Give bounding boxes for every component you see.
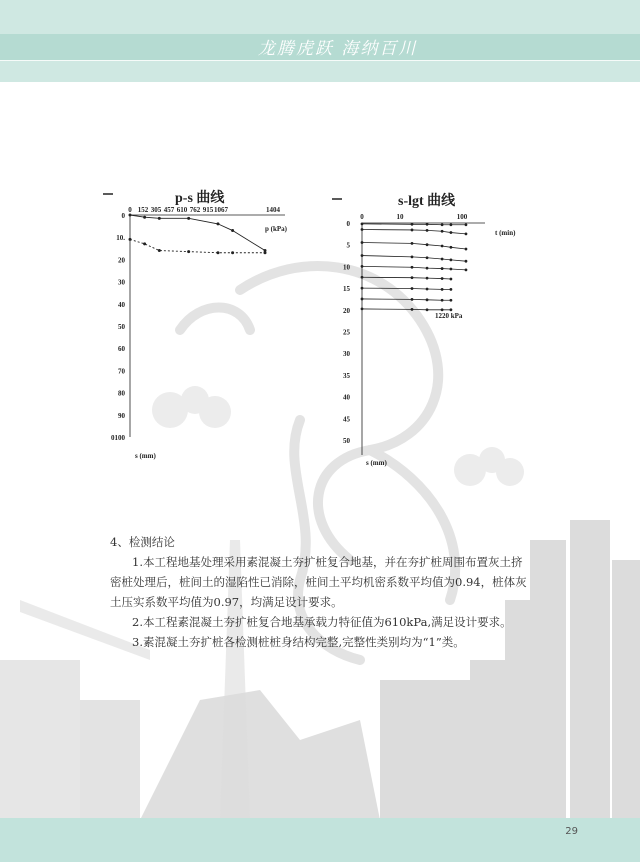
y-tick-label: 45 bbox=[343, 415, 350, 424]
data-point bbox=[216, 251, 219, 254]
x-axis-label: t (min) bbox=[495, 229, 516, 237]
series-line-L9 bbox=[362, 309, 451, 310]
data-point bbox=[361, 228, 364, 231]
x-tick-label: 610 bbox=[176, 206, 188, 214]
data-point bbox=[450, 246, 453, 249]
y-tick-label: 80 bbox=[118, 389, 125, 398]
data-point bbox=[426, 308, 429, 311]
section-heading: 4、检测结论 bbox=[110, 535, 175, 549]
y-tick-label: 0 bbox=[121, 212, 125, 220]
series-line-L8 bbox=[362, 299, 451, 300]
data-point bbox=[216, 222, 219, 225]
data-point bbox=[361, 298, 364, 301]
series-group bbox=[129, 214, 267, 255]
data-point bbox=[426, 288, 429, 291]
y-tick-label: 5 bbox=[346, 241, 350, 250]
data-point bbox=[441, 299, 444, 302]
y-axis-label: s (mm) bbox=[135, 452, 156, 460]
data-point bbox=[361, 287, 364, 290]
chart-title: s-lgt 曲线 bbox=[398, 194, 456, 209]
data-point bbox=[411, 223, 414, 226]
data-point bbox=[465, 260, 468, 263]
chart-title: p-s 曲线 bbox=[175, 191, 225, 206]
ps-curve-chart bbox=[95, 182, 310, 472]
data-point bbox=[426, 298, 429, 301]
data-point bbox=[411, 298, 414, 301]
conclusion-paragraph-2: 2.本工程素混凝土夯扩桩复合地基承载力特征值为610kPa,满足设计要求。 bbox=[132, 615, 512, 629]
data-point bbox=[450, 268, 453, 271]
data-point bbox=[361, 265, 364, 268]
data-point bbox=[158, 217, 161, 220]
y-tick-label: 20 bbox=[343, 306, 350, 315]
series-group bbox=[361, 222, 468, 311]
series-line-L7 bbox=[362, 288, 451, 289]
x-tick-label: 0 bbox=[128, 206, 132, 214]
data-point bbox=[361, 241, 364, 244]
data-point bbox=[411, 287, 414, 290]
y-tick-label: 35 bbox=[343, 371, 350, 380]
data-point bbox=[361, 308, 364, 311]
y-tick-label: 10. bbox=[116, 234, 125, 243]
data-point bbox=[450, 258, 453, 261]
data-point bbox=[465, 268, 468, 271]
data-point bbox=[450, 278, 453, 281]
x-tick-label: 305 bbox=[150, 206, 162, 214]
x-tick-label: 100 bbox=[456, 213, 468, 221]
data-point bbox=[450, 223, 453, 226]
load-annotation: 1220 kPa bbox=[435, 312, 463, 320]
y-tick-label: 0 bbox=[346, 220, 350, 228]
data-point bbox=[441, 258, 444, 261]
x-tick-label: 762 bbox=[189, 206, 201, 214]
x-tick-label: 10 bbox=[396, 213, 404, 221]
y-tick-label: 60 bbox=[118, 345, 125, 354]
data-point bbox=[361, 276, 364, 279]
data-point bbox=[465, 248, 468, 251]
y-tick-label: 90 bbox=[118, 411, 125, 420]
y-tick-label: 50 bbox=[343, 437, 350, 445]
y-tick-labels bbox=[111, 212, 126, 442]
slgt-curve-chart bbox=[330, 185, 530, 475]
y-tick-label: 30 bbox=[343, 350, 350, 359]
data-point bbox=[231, 229, 234, 232]
header-slogan: 龙腾虎跃 海纳百川 bbox=[258, 39, 418, 59]
data-point bbox=[158, 249, 161, 252]
y-tick-label: 50 bbox=[118, 323, 125, 331]
data-point bbox=[187, 217, 190, 220]
x-tick-labels bbox=[128, 206, 280, 214]
data-point bbox=[441, 245, 444, 248]
y-tick-label: 70 bbox=[118, 367, 125, 376]
x-tick-labels bbox=[360, 213, 468, 221]
y-tick-label: 25 bbox=[343, 328, 350, 337]
data-point bbox=[441, 223, 444, 226]
data-point bbox=[426, 256, 429, 259]
data-point bbox=[411, 255, 414, 258]
data-point bbox=[426, 267, 429, 270]
conclusion-paragraph-3: 3.素混凝土夯扩桩各检测桩桩身结构完整,完整性类别均为“1”类。 bbox=[132, 635, 465, 649]
data-point bbox=[411, 266, 414, 269]
data-point bbox=[441, 308, 444, 311]
x-tick-label: 915 bbox=[202, 206, 214, 214]
data-point bbox=[426, 277, 429, 280]
series-line-L6 bbox=[362, 277, 451, 279]
data-point bbox=[450, 299, 453, 302]
data-point bbox=[465, 232, 468, 235]
data-point bbox=[441, 277, 444, 280]
conclusion-section bbox=[110, 532, 530, 652]
y-axis-label: s (mm) bbox=[366, 459, 387, 467]
data-point bbox=[450, 231, 453, 234]
y-tick-label: 40 bbox=[343, 393, 350, 402]
data-point bbox=[411, 276, 414, 279]
x-tick-label: 1404 bbox=[266, 206, 280, 214]
data-point bbox=[361, 254, 364, 257]
data-point bbox=[441, 267, 444, 270]
data-point bbox=[426, 223, 429, 226]
data-point bbox=[143, 242, 146, 245]
y-tick-label: 20 bbox=[118, 256, 125, 265]
footer-band bbox=[0, 818, 640, 862]
y-tick-label: 10 bbox=[343, 263, 350, 272]
data-point bbox=[465, 223, 468, 226]
data-point bbox=[441, 288, 444, 291]
y-tick-label: 0100 bbox=[111, 434, 125, 442]
y-tick-labels bbox=[343, 220, 351, 445]
data-point bbox=[450, 308, 453, 311]
x-tick-label: 457 bbox=[163, 206, 175, 214]
page-number: 29 bbox=[565, 826, 578, 837]
y-tick-label: 30 bbox=[118, 278, 125, 287]
y-tick-label: 40 bbox=[118, 300, 125, 309]
x-tick-label: 152 bbox=[137, 206, 149, 214]
data-point bbox=[441, 230, 444, 233]
data-point bbox=[411, 242, 414, 245]
data-point bbox=[129, 214, 132, 217]
x-axis-label: p (kPa) bbox=[265, 225, 287, 233]
data-point bbox=[129, 238, 132, 241]
data-point bbox=[361, 222, 364, 225]
data-point bbox=[264, 251, 267, 254]
conclusion-paragraph-1: 1.本工程地基处理采用素混凝土夯扩桩复合地基，并在夯扩桩周围布置灰土挤密桩处理后，桩间土的湿陷性已消除，桩间土平均机密系数平均值为0.94，桩体灰土压实系数平均值为0.97，均满足设计要求。 bbox=[110, 555, 527, 609]
data-point bbox=[231, 251, 234, 254]
data-point bbox=[411, 229, 414, 232]
data-point bbox=[426, 229, 429, 232]
data-point bbox=[187, 250, 190, 253]
y-tick-label: 15 bbox=[343, 285, 350, 294]
data-point bbox=[450, 288, 453, 291]
series-line-unloading bbox=[130, 239, 265, 252]
x-tick-label: 0 bbox=[360, 213, 364, 221]
x-tick-label: 1067 bbox=[214, 206, 228, 214]
data-point bbox=[426, 243, 429, 246]
data-point bbox=[143, 216, 146, 219]
series-line-loading bbox=[130, 215, 265, 251]
data-point bbox=[411, 308, 414, 311]
